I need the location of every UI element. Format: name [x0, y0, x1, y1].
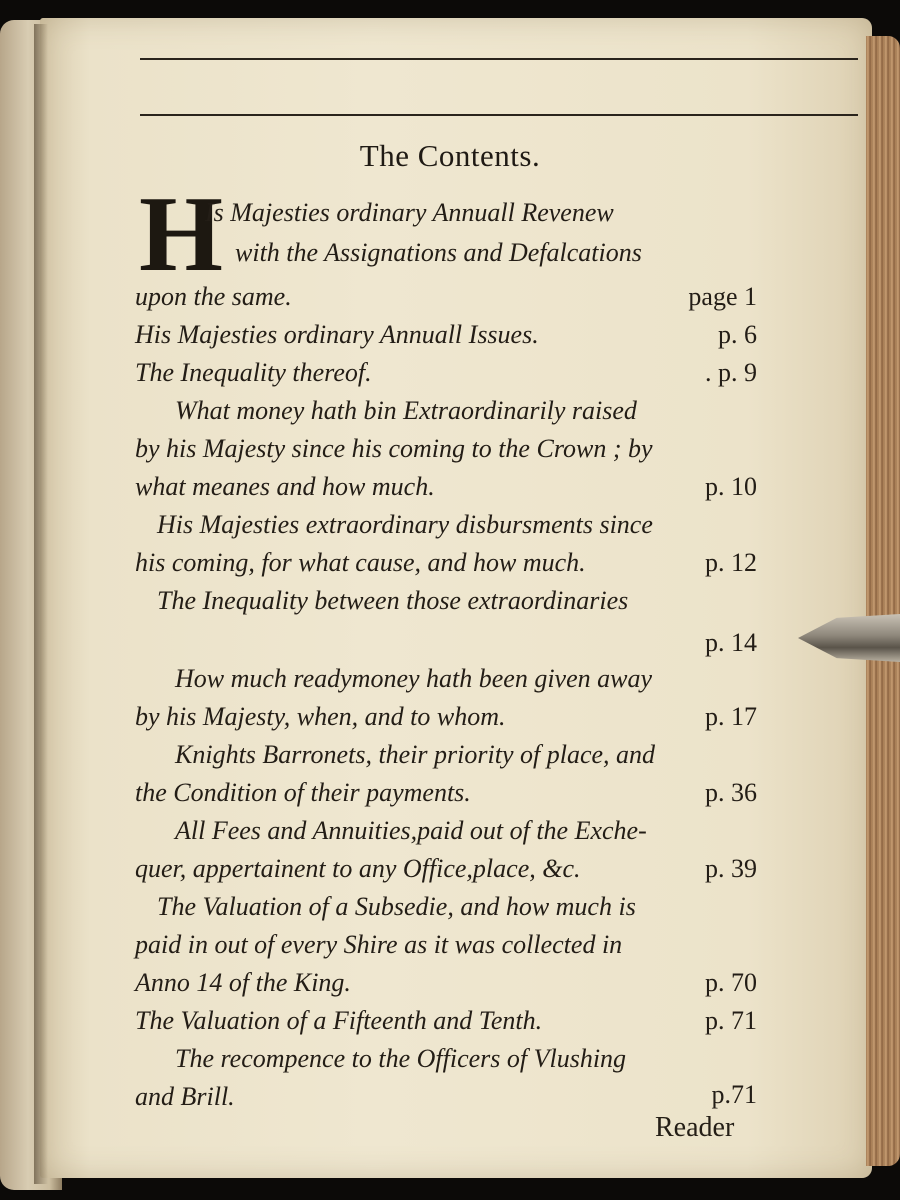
contents-line: The Valuation of a Fifteenth and Tenth. p. 71 — [135, 1006, 757, 1035]
contents-line: Is Majesties ordinary Annuall Revenew — [205, 198, 614, 227]
contents-line: with the Assignations and Defalcations — [235, 238, 642, 267]
contents-line: his coming, for what cause, and how much. p. 12 — [135, 548, 757, 577]
contents-line: The Inequality thereof. . p. 9 — [135, 358, 757, 387]
contents-line: paid in out of every Shire as it was collected in — [135, 930, 623, 959]
contents-line: p. 14 — [705, 628, 757, 657]
contents-line: All Fees and Annuities,paid out of the Exche- — [175, 816, 647, 845]
contents-line: What money hath bin Extraordinarily raised — [175, 396, 637, 425]
contents-line: The Valuation of a Subsedie, and how much is — [157, 892, 636, 921]
contents-line: and Brill. — [135, 1082, 235, 1111]
contents-line: Anno 14 of the King. p. 70 — [135, 968, 757, 997]
contents-line: His Majesties ordinary Annuall Issues. p. 6 — [135, 320, 757, 349]
catchword: Reader — [655, 1112, 735, 1143]
page-title: The Contents. — [359, 138, 541, 173]
contents-line: The recompence to the Officers of Vlushing — [175, 1044, 627, 1073]
contents-line: by his Majesty since his coming to the Crown ; by — [135, 434, 653, 463]
contents-line: How much readymoney hath been given away — [175, 664, 653, 693]
contents-line: His Majesties extraordinary disbursments since — [157, 510, 653, 539]
contents-line: p.71 — [711, 1080, 757, 1109]
contents-line: by his Majesty, when, and to whom. p. 17 — [135, 702, 757, 731]
contents-line: The Inequality between those extraordinaries — [157, 586, 629, 615]
contents-line: quer, appertainent to any Office,place, &c. p. 39 — [135, 854, 757, 883]
contents-line: Knights Barronets, their priority of place, and — [175, 740, 656, 769]
contents-line: the Condition of their payments. p. 36 — [135, 778, 757, 807]
drop-capital: H — [139, 175, 224, 294]
contents-line: upon the same. page 1 — [135, 282, 757, 311]
contents-line: what meanes and how much. p. 10 — [135, 472, 757, 501]
